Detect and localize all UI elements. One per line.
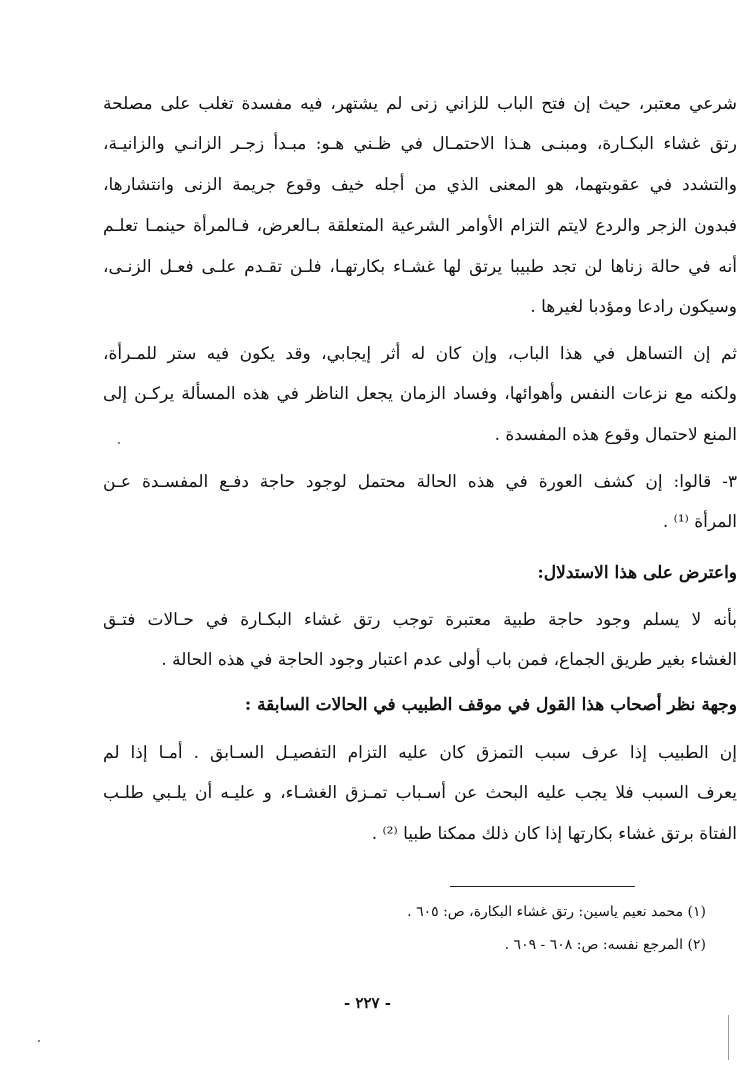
body-line: ٣- قالوا: إن كشف العورة في هذه الحالة محتمل لوجود حاجة دفـع المفسـدة عـن xyxy=(103,472,737,492)
body-line: ولكنه مع نزعات النفس وأهوائها، وفساد الزمان يجعل الناظر في هذه المسألة يركـن إلى xyxy=(103,384,737,404)
footnote: (١) محمد نعيم ياسين: رتق غشاء البكارة، ص: ٦٠٥ . xyxy=(407,904,706,920)
body-line: والتشدد في عقوبتهما، هو المعنى الذي من أجله خيف وقوع جريمة الزنى وانتشارها، xyxy=(103,175,737,195)
body-line: فبدون الزجر والردع لايتم التزام الأوامر الشرعية المتعلقة بـالعرض، فـالمرأة حينمـا تعلـم xyxy=(103,216,737,236)
footnote: (٢) المرجع نفسه: ص: ٦٠٨ - ٦٠٩ . xyxy=(504,937,706,953)
section-heading: وجهة نظر أصحاب هذا القول في موقف الطبيب في الحالات السابقة : xyxy=(244,695,737,715)
body-line: رتق غشاء البكـارة، ومبنـى هـذا الاحتمـال في ظـني هـو: مبـدأ زجـر الزانـي والزانيـة، xyxy=(103,134,737,154)
scan-speck xyxy=(38,1040,40,1042)
body-line: المرأة ⁽¹⁾ . xyxy=(662,512,737,532)
body-line: الفتاة برتق غشاء بكارتها إذا كان ذلك ممكنا طبيا ⁽²⁾ . xyxy=(371,824,737,844)
body-line: بأنه لا يسلم وجود حاجة طبية معتبرة توجب رتق غشاء البكـارة في حـالات فتـق xyxy=(103,610,737,630)
body-line: المنع لاحتمال وقوع هذه المفسدة . xyxy=(494,425,737,445)
page-number: - ٢٢٧ - xyxy=(343,994,392,1012)
body-line: يعرف السبب فلا يجب عليه البحث عن أسـباب تمـزق الغشـاء، و عليـه أن يلـبي طلـب xyxy=(103,783,737,803)
body-line: ثم إن التساهل في هذا الباب، وإن كان له أثر إيجابي، وقد يكون فيه ستر للمـرأة، xyxy=(103,344,737,364)
body-line: شرعي معتبر، حيث إن فتح الباب للزاني زنى لم يشتهر، فيه مفسدة تغلب على مصلحة xyxy=(103,94,737,114)
body-line: وسيكون رادعا ومؤدبا لغيرها . xyxy=(530,297,737,317)
section-heading: واعترض على هذا الاستدلال: xyxy=(537,563,737,583)
body-line: الغشاء بغير طريق الجماع، فمن باب أولى عدم اعتبار وجود الحاجة في هذه الحالة . xyxy=(161,650,737,670)
footnote-separator xyxy=(450,886,635,887)
body-line: إن الطبيب إذا عرف سبب التمزق كان عليه التزام التفصيـل السـابق . أمـا إذا لم xyxy=(103,743,737,763)
scan-speck xyxy=(118,442,120,444)
scan-edge-mark xyxy=(728,1015,729,1060)
body-line: أنه في حالة زناها لن تجد طبيبا يرتق لها غشـاء بكارتهـا، فلـن تقـدم علـى فعـل الزنـى، xyxy=(103,257,737,277)
